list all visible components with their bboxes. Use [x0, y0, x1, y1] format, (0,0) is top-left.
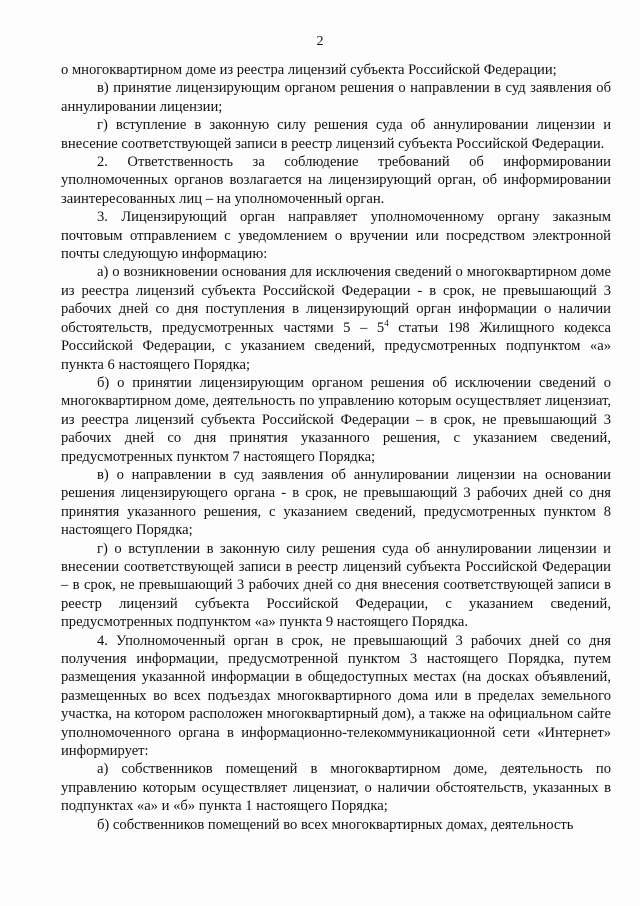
paragraph-3v: в) о направлении в суд заявления об аннулировании лицензии на основании решения лицензирующего органа - в срок, не превышающий 3 рабочих дней со дня принятия указанного решения, с указанием сведений, предусмотренных пунктом 8 настоящего Порядка; [61, 466, 611, 539]
paragraph-3g: г) о вступлении в законную силу решения суда об аннулировании лицензии и внесении соответствующей записи в реестр лицензий субъекта Российской Федерации – в срок, не превышающий 3 рабочих дней со дня внесения соответствующей записи в реестр лицензий субъекта Российской Федерации, с указанием сведений, предусмотренных подпунктом «а» пункта 9 настоящего Порядка. [61, 540, 611, 631]
paragraph-4b: б) собственников помещений во всех многоквартирных домах, деятельность [97, 816, 574, 833]
paragraph-3a-text-before: а) о возникновении основания для исключения сведений о многоквартирном доме из реестра лицензий субъекта Российской Федерации - в срок, не превышающий 3 рабочих дней со дня поступления в лицензирующий орган информации о наличии обстоятельств, предусмотренных частями 5 – 5 [61, 264, 611, 336]
paragraph-3a-superscript: 4 [384, 317, 389, 328]
paragraph-3a-text-after: статьи 198 Жилищного кодекса Российской Федерации, с указанием сведений, предусмотренных подпунктом «а» пункта 6 настоящего Порядка; [61, 319, 611, 373]
paragraph-3: 3. Лицензирующий орган направляет уполномоченному органу заказным почтовым отправлением с уведомлением о вручении или посредством электронной почты следующую информацию: [61, 209, 611, 263]
document-body [61, 61, 611, 834]
paragraph-1g: г) вступление в законную силу решения суда об аннулировании лицензии и внесение соответствующей записи в реестр лицензий субъекта Российской Федерации. [61, 117, 611, 152]
paragraph-3b: б) о принятии лицензирующим органом решения об исключении сведений о многоквартирном доме, деятельность по управлению которым осуществляет лицензиат, из реестра лицензий субъекта Российской Федерации – в срок, не превышающий 3 рабочих дней со дня принятия указанного решения, с указанием сведений, предусмотренных пунктом 7 настоящего Порядка; [61, 374, 611, 465]
page-number: 2 [316, 34, 324, 49]
paragraph-3a [61, 263, 611, 373]
paragraph-continuation: о многоквартирном доме из реестра лицензий субъекта Российской Федерации; [61, 62, 557, 78]
paragraph-1v: в) принятие лицензирующим органом решения о направлении в суд заявления об аннулировании лицензии; [61, 80, 611, 115]
paragraph-4a: а) собственников помещений в многоквартирном доме, деятельность по управлению которым осуществляет лицензиат, о наличии обстоятельств, указанных в подпунктах «а» и «б» пункта 1 настоящего Порядка; [61, 761, 611, 815]
paragraph-4: 4. Уполномоченный орган в срок, не превышающий 3 рабочих дней со дня получения информации, предусмотренной пунктом 3 настоящего Порядка, путем размещения указанной информации в общедоступных местах (на досках объявлений, размещенных во всех подъездах многоквартирного дома или в пределах земельного участка, на котором расположен многоквартирный дом), а также на официальном сайте уполномоченного органа в информационно-телекоммуникационной сети «Интернет» информирует: [61, 632, 611, 760]
paragraph-2: 2. Ответственность за соблюдение требований об информировании уполномоченных органов возлагается на лицензирующий орган, об информировании заинтересованных лиц – на уполномоченный орган. [61, 154, 611, 207]
